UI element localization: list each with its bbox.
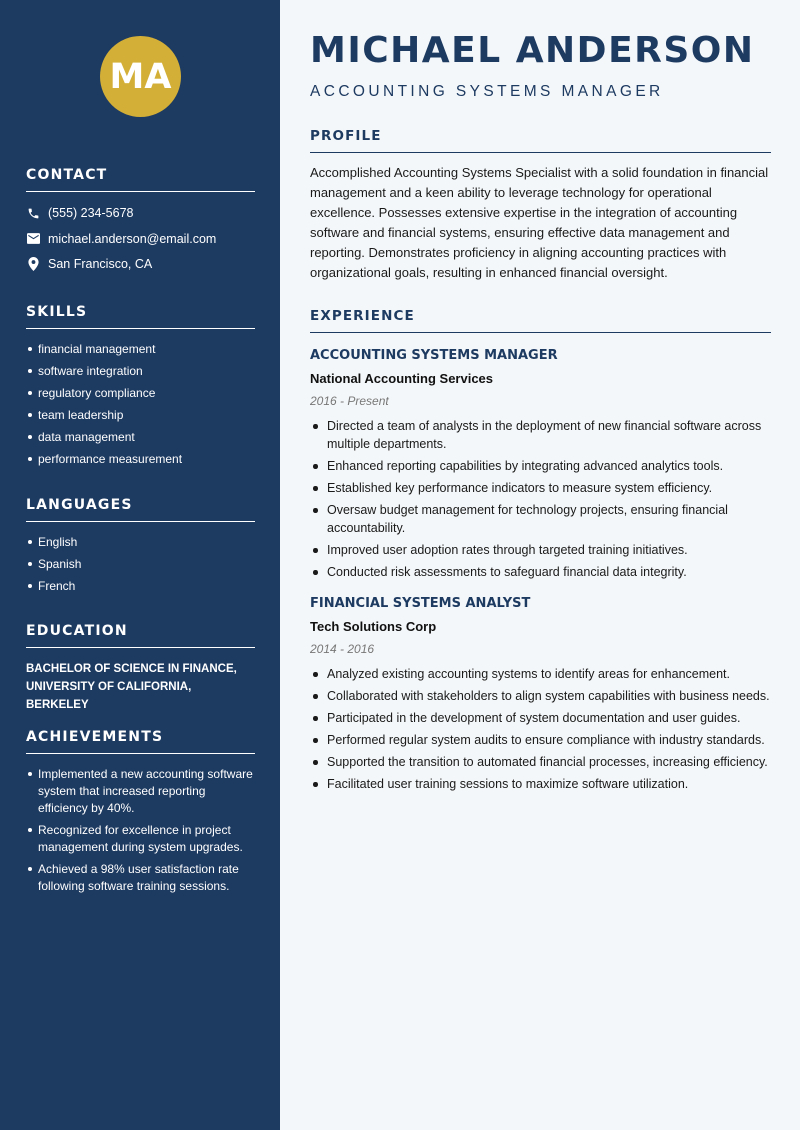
- skill-item: performance measurement: [26, 451, 255, 467]
- profile-section: [310, 128, 771, 283]
- education-degree: BACHELOR OF SCIENCE IN FINANCE,: [26, 663, 237, 675]
- education-heading: EDUCATION: [26, 623, 255, 648]
- avatar: MA: [100, 36, 181, 117]
- phone-text: (555) 234-5678: [48, 206, 134, 220]
- contact-email[interactable]: [26, 230, 255, 248]
- contact-phone[interactable]: [26, 204, 255, 222]
- language-item: English: [26, 534, 255, 550]
- phone-icon: [26, 206, 40, 220]
- job-bullet: Directed a team of analysts in the deployment of new financial software across multiple departments.: [310, 417, 771, 453]
- job-bullet: Collaborated with stakeholders to align system capabilities with business needs.: [310, 687, 771, 705]
- job-bullet: Established key performance indicators to measure system efficiency.: [310, 479, 771, 497]
- location-text: San Francisco, CA: [48, 257, 153, 271]
- job-bullet: Facilitated user training sessions to maximize software utilization.: [310, 775, 771, 793]
- profile-text: Accomplished Accounting Systems Specialist with a solid foundation in financial management and a keen ability to leverage technology for operational excellence. Possesses extensive expertise in the integration of accounting software and financial systems, ensuring effective data management and reporting. Demonstrates proficiency in aligning accounting practices with organizational goals, resulting in enhanced financial oversight.: [310, 165, 769, 280]
- job-entry: [310, 347, 771, 581]
- achievement-item: Implemented a new accounting software system that increased reporting efficiency by 40%.: [26, 766, 255, 817]
- languages-section: [26, 497, 255, 600]
- contact-location: [26, 255, 255, 273]
- contact-section: [26, 167, 255, 281]
- education-section: [26, 623, 255, 714]
- email-icon: [26, 232, 40, 246]
- job-company: National Accounting Services: [310, 371, 494, 386]
- skill-item: data management: [26, 429, 255, 445]
- job-bullet: Improved user adoption rates through targeted training initiatives.: [310, 541, 771, 559]
- job-dates: 2016 - Present: [310, 394, 389, 408]
- languages-heading: LANGUAGES: [26, 497, 255, 522]
- job-bullet: Oversaw budget management for technology projects, ensuring financial accountability.: [310, 501, 771, 537]
- skill-item: regulatory compliance: [26, 385, 255, 401]
- achievements-section: [26, 729, 255, 900]
- profile-heading: PROFILE: [310, 128, 771, 153]
- skill-item: team leadership: [26, 407, 255, 423]
- job-role: ACCOUNTING SYSTEMS MANAGER: [310, 348, 558, 363]
- achievement-item: Recognized for excellence in project management during system upgrades.: [26, 822, 255, 856]
- language-item: French: [26, 578, 255, 594]
- email-text: michael.anderson@email.com: [48, 231, 217, 246]
- education-school: UNIVERSITY OF CALIFORNIA, BERKELEY: [26, 681, 192, 711]
- achievement-item: Achieved a 98% user satisfaction rate following software training sessions.: [26, 861, 255, 895]
- skills-list: [26, 341, 255, 467]
- job-bullet: Enhanced reporting capabilities by integrating advanced analytics tools.: [310, 457, 771, 475]
- achievements-list: [26, 766, 255, 895]
- contact-heading: CONTACT: [26, 167, 255, 192]
- job-bullet: Analyzed existing accounting systems to identify areas for enhancement.: [310, 665, 771, 683]
- skills-section: [26, 304, 255, 473]
- job-bullet: Conducted risk assessments to safeguard financial data integrity.: [310, 563, 771, 581]
- skill-item: software integration: [26, 363, 255, 379]
- sidebar: [0, 0, 280, 1130]
- job-bullets: [310, 417, 771, 581]
- job-bullet: Participated in the development of system documentation and user guides.: [310, 709, 771, 727]
- experience-section: [310, 308, 771, 807]
- languages-list: [26, 534, 255, 594]
- achievements-heading: ACHIEVEMENTS: [26, 729, 255, 754]
- experience-heading: EXPERIENCE: [310, 308, 771, 333]
- skills-heading: SKILLS: [26, 304, 255, 329]
- job-role: FINANCIAL SYSTEMS ANALYST: [310, 596, 531, 611]
- job-bullet: Supported the transition to automated financial processes, increasing efficiency.: [310, 753, 771, 771]
- job-company: Tech Solutions Corp: [310, 619, 437, 634]
- language-item: Spanish: [26, 556, 255, 572]
- skill-item: financial management: [26, 341, 255, 357]
- job-entry: [310, 595, 771, 793]
- location-pin-icon: [26, 257, 40, 271]
- job-dates: 2014 - 2016: [310, 642, 375, 656]
- candidate-title: ACCOUNTING SYSTEMS MANAGER: [310, 83, 664, 100]
- job-bullets: [310, 665, 771, 793]
- candidate-name: MICHAEL ANDERSON: [310, 30, 755, 71]
- job-bullet: Performed regular system audits to ensure compliance with industry standards.: [310, 731, 771, 749]
